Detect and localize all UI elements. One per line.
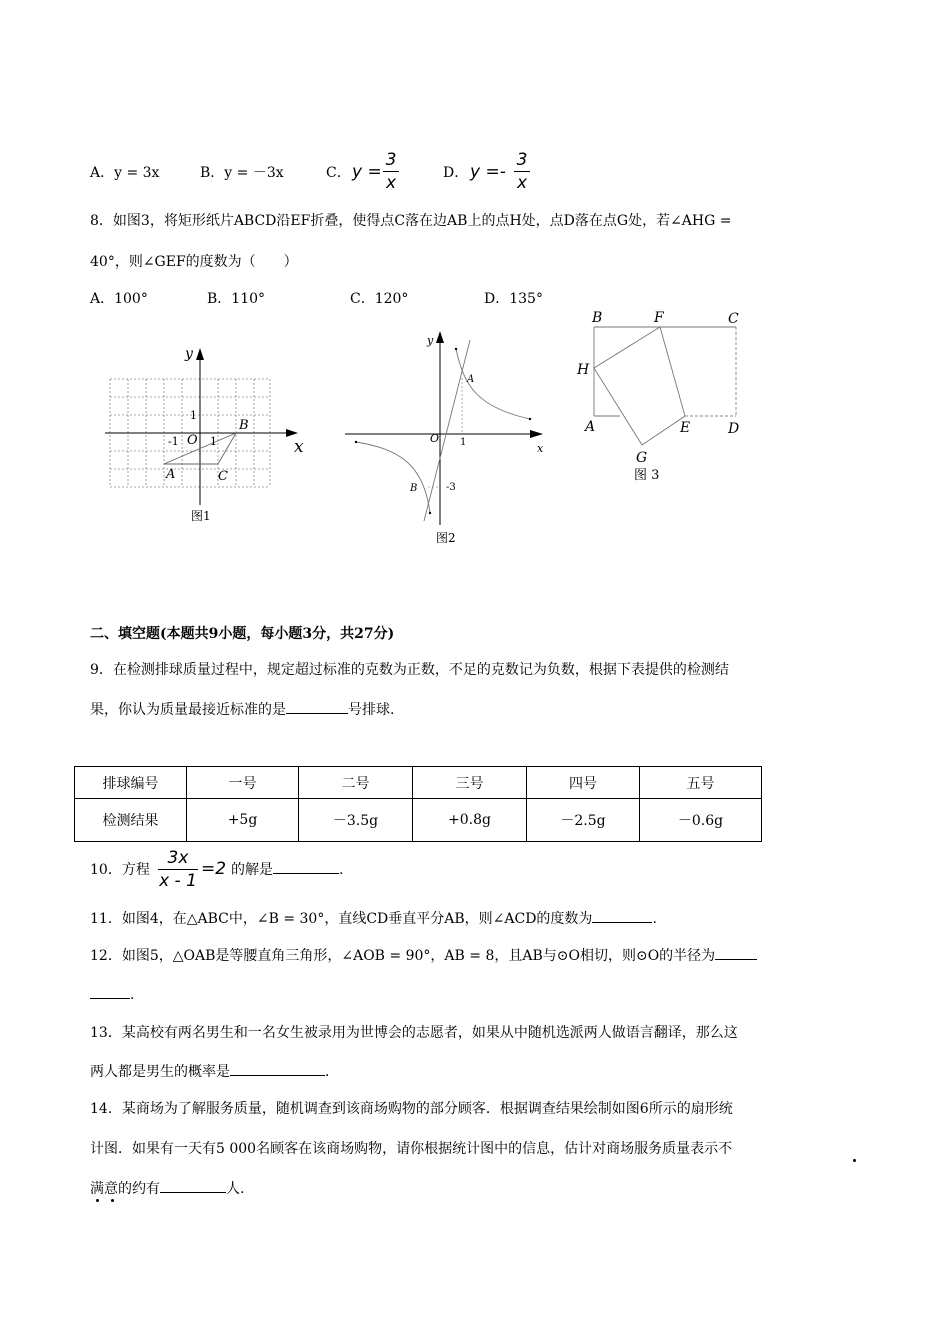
table-cell: 三号	[413, 767, 527, 799]
q11-text: 11．如图4，在△ABC中，∠B = 30°，直线CD垂直平分AB，则∠ACD的度数为	[90, 911, 593, 927]
q9-answer-blank[interactable]	[286, 713, 348, 714]
fig2-x-arrow	[530, 430, 543, 438]
q7-option-c-lhs: y =	[352, 162, 382, 182]
figure-2	[340, 325, 555, 555]
q10-suffix-text: 的解是	[231, 862, 273, 878]
q13-end: .	[325, 1064, 330, 1080]
fig3-point-e: E	[680, 420, 691, 436]
q10-suffix	[231, 860, 343, 880]
fig1-point-c: C	[218, 469, 228, 484]
table-row	[75, 799, 762, 842]
q9-results-table	[74, 766, 762, 842]
q9-line1: 9．在检测排球质量过程中，规定超过标准的克数为正数，不足的克数记为负数，根据下表提供的检测结	[90, 662, 729, 678]
fig1-one-x: 1	[210, 435, 217, 448]
q7-option-d-fraction	[514, 150, 530, 193]
q10-fraction	[158, 848, 198, 891]
table-cell: －3.5g	[299, 799, 413, 842]
q10-numerator: 3x	[167, 848, 189, 868]
table-cell: 排球编号	[75, 767, 187, 799]
q12-answer-blank[interactable]	[715, 959, 757, 960]
q10-denominator: x - 1	[159, 871, 197, 891]
figure-3	[570, 305, 760, 490]
q12-answer-blank-continued[interactable]	[90, 998, 130, 999]
q11-answer-blank[interactable]	[592, 922, 652, 923]
q13-line1: 13．某高校有两名男生和一名女生被录用为世博会的志愿者，如果从中随机选派两人做语言翻译，那么这	[90, 1025, 738, 1041]
table-cell: －2.5g	[527, 799, 640, 842]
fig1-one-y: 1	[190, 409, 197, 422]
table-cell: 四号	[527, 767, 640, 799]
q12	[90, 946, 757, 966]
fig2-y-label: y	[427, 334, 434, 347]
fig3-point-f: F	[654, 310, 664, 326]
q12-text: 12．如图5，△OAB是等腰直角三角形，∠AOB = 90°，AB = 8，且AB与⊙O相切，则⊙O的半径为	[90, 948, 716, 964]
table-cell: －0.6g	[640, 799, 762, 842]
q13-line2-text: 两人都是男生的概率是	[90, 1064, 230, 1080]
q8-option-c: C．120°	[350, 291, 409, 307]
fig1-y-label: y	[185, 346, 193, 362]
q7-option-d-lhs: y =-	[470, 162, 506, 182]
q7-option-b: B．y = －3x	[200, 165, 284, 181]
table-cell: 一号	[187, 767, 299, 799]
fig2-x-label: x	[537, 442, 544, 455]
fig2-line	[424, 340, 470, 521]
q8-line2: 40°，则∠GEF的度数为（ ）	[90, 254, 298, 270]
q12-end: .	[130, 987, 135, 1003]
q7-option-d-label: D．	[443, 165, 469, 181]
fig3-point-h: H	[577, 362, 590, 378]
q8-line1: 8．如图3，将矩形纸片ABCD沿EF折叠，使得点C落在边AB上的点H处，点D落在点G处，若∠AHG =	[90, 213, 732, 229]
q14-line2: 计图．如果有一天有5 000名顾客在该商场购物，请你根据统计图中的信息，估计对商场服务质量表示不	[90, 1141, 733, 1157]
emphasis-dot	[853, 1159, 856, 1162]
table-row	[75, 767, 762, 799]
q10-prefix: 10．方程	[90, 862, 150, 878]
q9-line2-text: 果，你认为质量最接近标准的是	[90, 702, 286, 718]
fig1-y-arrow	[196, 348, 204, 360]
q8-option-a: A．100°	[90, 291, 148, 307]
fig3-point-g: G	[636, 450, 648, 466]
fig1-x-label: x	[294, 437, 304, 457]
fig2-point-b: B	[410, 483, 418, 494]
fig2-y-arrow	[436, 331, 444, 343]
fig1-neg-one: -1	[168, 435, 179, 448]
table-cell: 二号	[299, 767, 413, 799]
q7-option-c-label: C．	[326, 165, 351, 181]
q13-line2	[90, 1062, 329, 1082]
fig2-hyperbola-lower	[356, 442, 430, 513]
fig1-x-arrow	[286, 429, 298, 437]
section-2-title: 二、填空题(本题共9小题，每小题3分，共27分)	[90, 626, 395, 642]
table-cell: +5g	[187, 799, 299, 842]
q9-line2	[90, 700, 394, 720]
figure-1	[100, 340, 310, 530]
q11	[90, 909, 657, 929]
q10-answer-blank[interactable]	[273, 873, 339, 874]
q10-equals: =2	[201, 859, 227, 879]
emphasis-dot	[111, 1199, 114, 1202]
q10-end: .	[339, 862, 344, 878]
fig3-folded-shape	[594, 327, 685, 445]
fig2-point-a: A	[467, 374, 475, 385]
q12-line2	[90, 985, 134, 1005]
fig1-point-a: A	[166, 467, 176, 482]
q7-option-c-fraction	[383, 150, 399, 193]
fig3-point-a: A	[585, 419, 596, 435]
q14-line3-end: 人.	[226, 1181, 245, 1197]
fig1-origin: O	[187, 433, 198, 448]
fig3-point-c: C	[728, 311, 739, 327]
emphasis-dot	[96, 1199, 99, 1202]
fig1-point-b: B	[239, 418, 249, 433]
fig3-point-b: B	[592, 310, 603, 326]
table-cell: 五号	[640, 767, 762, 799]
fig2-neg-three: -3	[446, 482, 456, 493]
q8-option-d: D．135°	[484, 291, 543, 307]
q7-option-a: A．y = 3x	[90, 165, 160, 181]
q14-answer-blank[interactable]	[160, 1192, 226, 1193]
q14-line3	[90, 1179, 244, 1199]
fig2-one: 1	[460, 437, 467, 448]
q7-c-numerator: 3	[385, 150, 397, 170]
q9-line2-end: 号排球.	[348, 702, 395, 718]
q8-option-b: B．110°	[207, 291, 266, 307]
fig3-caption: 图 3	[634, 468, 660, 483]
fig2-caption: 图2	[436, 531, 456, 545]
fig1-caption: 图1	[191, 509, 211, 523]
table-cell: +0.8g	[413, 799, 527, 842]
q13-answer-blank[interactable]	[230, 1075, 325, 1076]
q14-line1: 14．某商场为了解服务质量，随机调查到该商场购物的部分顾客．根据调查结果绘制如图6所示的扇形统	[90, 1101, 733, 1117]
q11-end: .	[652, 911, 657, 927]
q7-d-denominator: x	[516, 173, 528, 193]
q7-d-numerator: 3	[516, 150, 528, 170]
fig3-point-d: D	[728, 421, 740, 437]
fig2-origin: O	[430, 432, 440, 445]
q7-c-denominator: x	[385, 173, 397, 193]
q14-line3-text: 满意的约有	[90, 1181, 160, 1197]
table-cell: 检测结果	[75, 799, 187, 842]
